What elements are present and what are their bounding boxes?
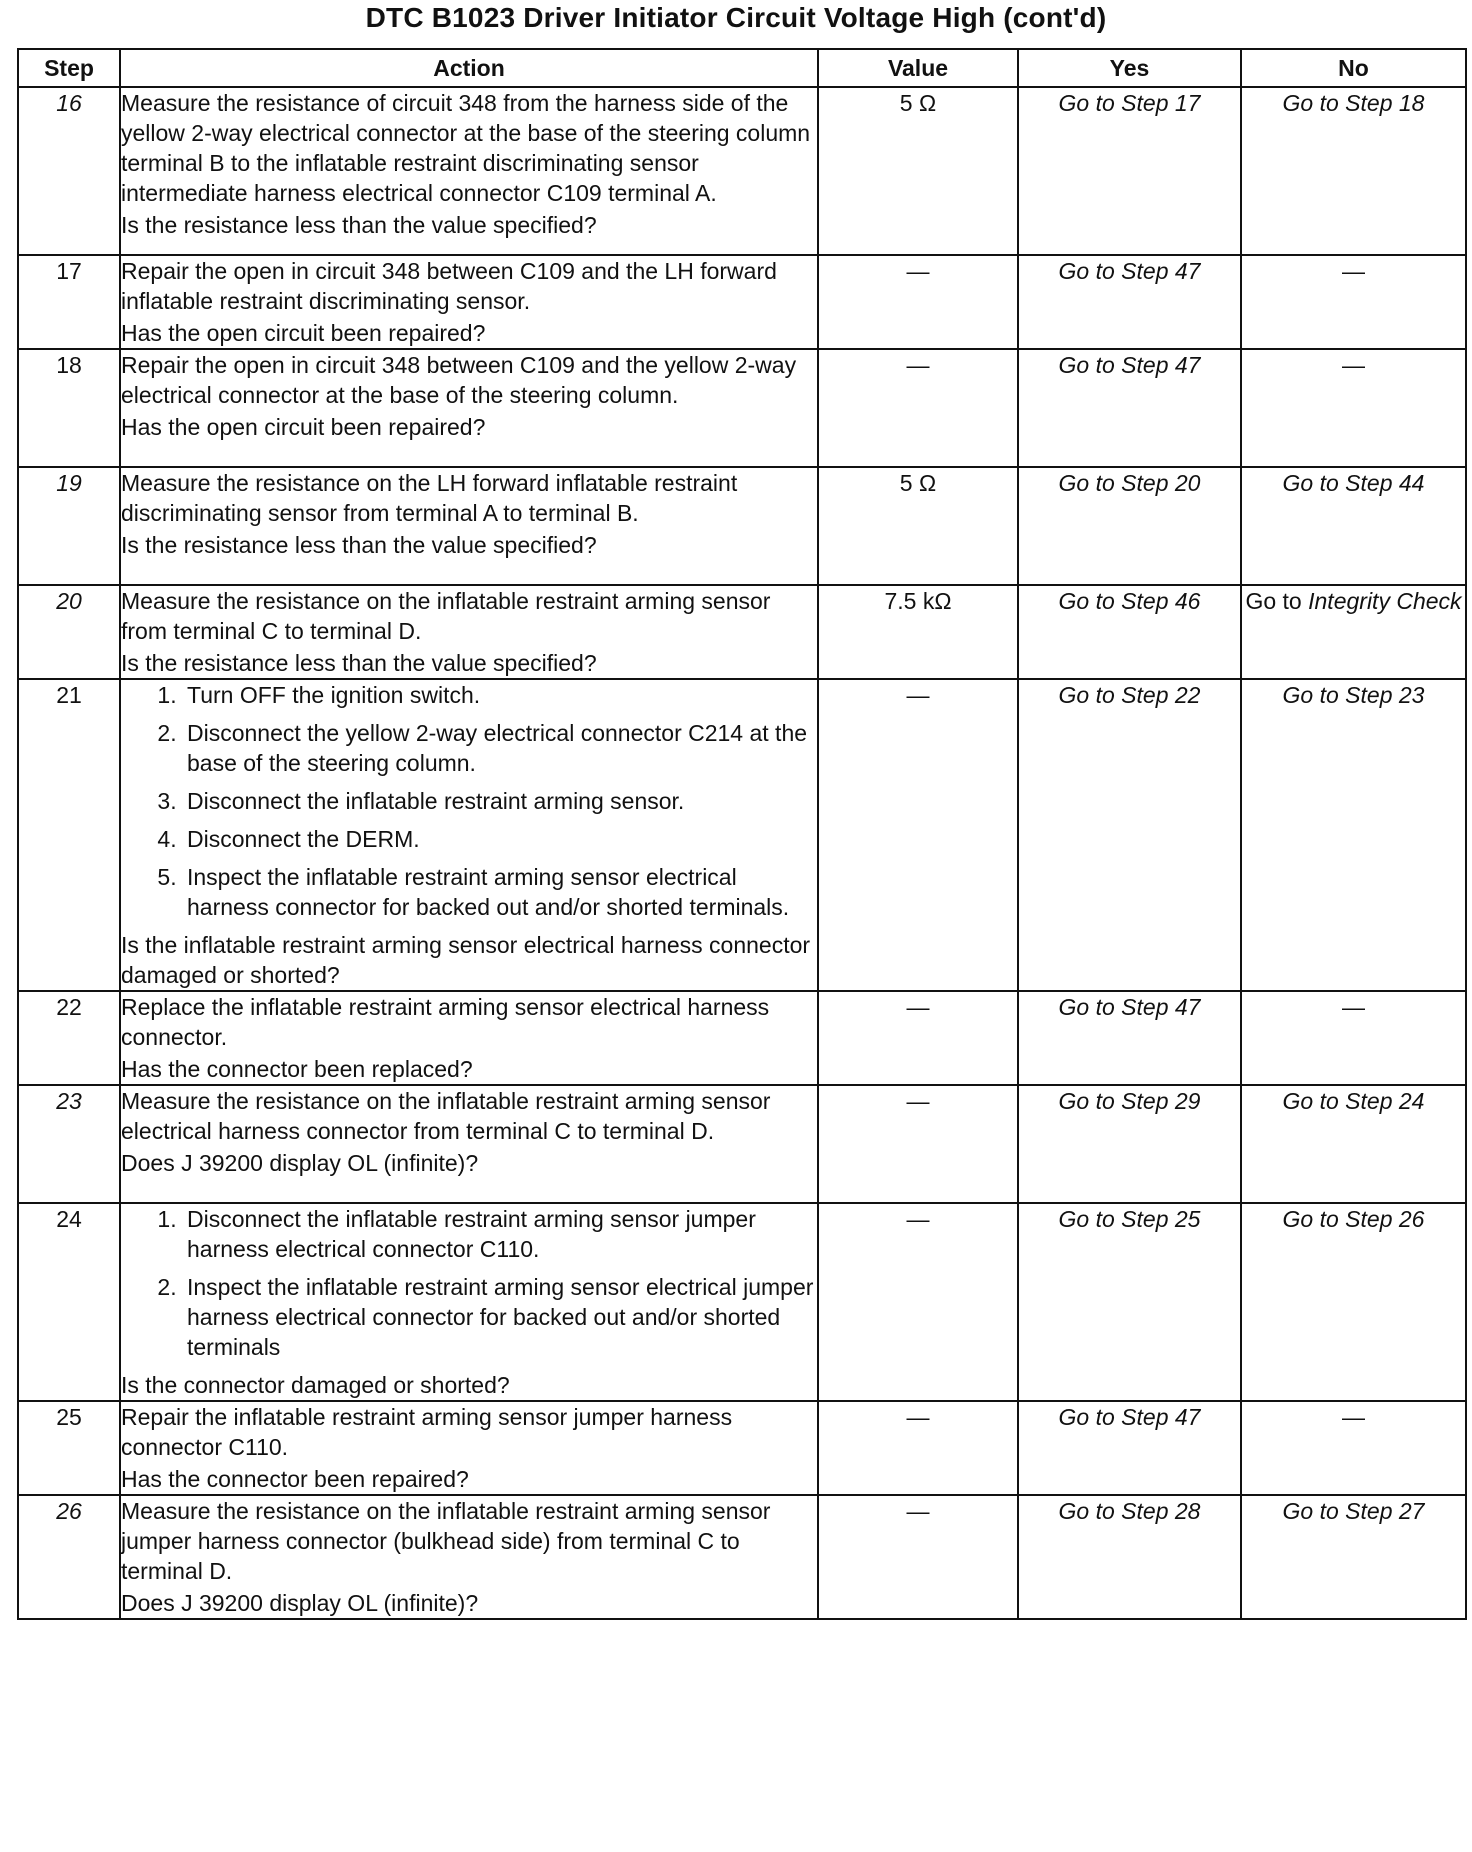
yes-cell: Go to Step 25 xyxy=(1018,1203,1241,1401)
no-cell-prefix: Go to xyxy=(1245,588,1302,614)
list-item: 5. Inspect the inflatable restraint arming sensor electrical harness connector for backed out and/or shorted terminals. xyxy=(183,862,817,922)
action-cell xyxy=(120,1495,818,1619)
action-question: Is the inflatable restraint arming sensor electrical harness connector damaged or shorted? xyxy=(121,932,811,988)
step-number: 23 xyxy=(18,1085,120,1203)
table-row xyxy=(18,349,1466,467)
action-text: Measure the resistance of circuit 348 from the harness side of the yellow 2-way electrical connector at the base of the steering column terminal B to the inflatable restraint discriminating sensor intermediate harness electrical connector C109 terminal A. xyxy=(121,90,811,206)
action-text: Repair the open in circuit 348 between C109 and the LH forward inflatable restraint discriminating sensor. xyxy=(121,258,777,314)
action-cell xyxy=(120,1401,818,1495)
diagnostic-table xyxy=(17,48,1467,1620)
value-cell: — xyxy=(818,255,1018,349)
table-row xyxy=(18,87,1466,255)
header-action: Action xyxy=(120,49,818,87)
action-cell xyxy=(120,679,818,991)
no-cell: — xyxy=(1241,991,1466,1085)
list-item: 3. Disconnect the inflatable restraint arming sensor. xyxy=(183,786,817,816)
list-item: 1. Turn OFF the ignition switch. xyxy=(183,680,817,710)
table-row xyxy=(18,467,1466,585)
action-steps-list xyxy=(121,1204,817,1362)
action-text: Replace the inflatable restraint arming sensor electrical harness connector. xyxy=(121,994,770,1050)
no-cell: — xyxy=(1241,255,1466,349)
value-cell: 5 Ω xyxy=(818,87,1018,255)
no-cell: Go to Step 44 xyxy=(1241,467,1466,585)
table-row xyxy=(18,1401,1466,1495)
step-number: 19 xyxy=(18,467,120,585)
yes-cell: Go to Step 47 xyxy=(1018,1401,1241,1495)
step-number: 26 xyxy=(18,1495,120,1619)
action-question: Is the resistance less than the value specified? xyxy=(121,532,597,558)
action-cell xyxy=(120,467,818,585)
value-cell: — xyxy=(818,349,1018,467)
value-cell: — xyxy=(818,1495,1018,1619)
action-text: Repair the open in circuit 348 between C109 and the yellow 2-way electrical connector at the base of the steering column. xyxy=(121,352,797,408)
step-number: 25 xyxy=(18,1401,120,1495)
list-item: 2. Disconnect the yellow 2-way electrical connector C214 at the base of the steering column. xyxy=(183,718,817,778)
action-cell xyxy=(120,349,818,467)
action-text: Measure the resistance on the inflatable restraint arming sensor electrical harness connector from terminal C to terminal D. xyxy=(121,1088,771,1144)
action-question: Has the connector been replaced? xyxy=(121,1056,473,1082)
no-cell: Go to Step 24 xyxy=(1241,1085,1466,1203)
step-number: 18 xyxy=(18,349,120,467)
value-cell: — xyxy=(818,1085,1018,1203)
action-question: Has the connector been repaired? xyxy=(121,1466,469,1492)
table-row xyxy=(18,1495,1466,1619)
action-cell xyxy=(120,255,818,349)
table-row xyxy=(18,991,1466,1085)
action-question: Does J 39200 display OL (infinite)? xyxy=(121,1590,479,1616)
table-row xyxy=(18,255,1466,349)
action-steps-list xyxy=(121,680,817,922)
action-question: Has the open circuit been repaired? xyxy=(121,320,486,346)
no-cell: — xyxy=(1241,1401,1466,1495)
step-number: 17 xyxy=(18,255,120,349)
list-item: 1. Disconnect the inflatable restraint arming sensor jumper harness electrical connector C110. xyxy=(183,1204,817,1264)
value-cell: — xyxy=(818,1203,1018,1401)
yes-cell: Go to Step 47 xyxy=(1018,349,1241,467)
table-row xyxy=(18,585,1466,679)
no-cell xyxy=(1241,585,1466,679)
value-cell: — xyxy=(818,679,1018,991)
yes-cell: Go to Step 46 xyxy=(1018,585,1241,679)
action-question: Is the connector damaged or shorted? xyxy=(121,1372,510,1398)
list-item: 2. Inspect the inflatable restraint arming sensor electrical jumper harness electrical connector for backed out and/or shorted terminals xyxy=(183,1272,817,1362)
value-cell: 5 Ω xyxy=(818,467,1018,585)
step-number: 21 xyxy=(18,679,120,991)
value-cell: 7.5 kΩ xyxy=(818,585,1018,679)
step-number: 16 xyxy=(18,87,120,255)
list-item: 4. Disconnect the DERM. xyxy=(183,824,817,854)
header-value: Value xyxy=(818,49,1018,87)
action-text: Measure the resistance on the LH forward inflatable restraint discriminating sensor from terminal A to terminal B. xyxy=(121,470,738,526)
action-cell xyxy=(120,1203,818,1401)
action-question: Is the resistance less than the value specified? xyxy=(121,212,597,238)
no-cell: Go to Step 23 xyxy=(1241,679,1466,991)
value-cell: — xyxy=(818,991,1018,1085)
table-row xyxy=(18,1203,1466,1401)
no-cell: — xyxy=(1241,349,1466,467)
action-question: Does J 39200 display OL (infinite)? xyxy=(121,1150,479,1176)
value-cell: — xyxy=(818,1401,1018,1495)
step-number: 22 xyxy=(18,991,120,1085)
yes-cell: Go to Step 29 xyxy=(1018,1085,1241,1203)
page-title: DTC B1023 Driver Initiator Circuit Voltage High (cont'd) xyxy=(365,2,1107,33)
no-cell: Go to Step 18 xyxy=(1241,87,1466,255)
table-row xyxy=(18,679,1466,991)
action-cell xyxy=(120,87,818,255)
step-number: 24 xyxy=(18,1203,120,1401)
yes-cell: Go to Step 47 xyxy=(1018,255,1241,349)
action-question: Is the resistance less than the value specified? xyxy=(121,650,597,676)
step-number: 20 xyxy=(18,585,120,679)
yes-cell: Go to Step 47 xyxy=(1018,991,1241,1085)
yes-cell: Go to Step 17 xyxy=(1018,87,1241,255)
header-no: No xyxy=(1241,49,1466,87)
action-text: Measure the resistance on the inflatable restraint arming sensor from terminal C to terminal D. xyxy=(121,588,771,644)
integrity-check-link: Integrity Check xyxy=(1308,588,1462,614)
action-cell xyxy=(120,1085,818,1203)
yes-cell: Go to Step 20 xyxy=(1018,467,1241,585)
action-cell xyxy=(120,585,818,679)
yes-cell: Go to Step 22 xyxy=(1018,679,1241,991)
action-question: Has the open circuit been repaired? xyxy=(121,414,486,440)
action-text: Repair the inflatable restraint arming sensor jumper harness connector C110. xyxy=(121,1404,733,1460)
no-cell: Go to Step 27 xyxy=(1241,1495,1466,1619)
header-step: Step xyxy=(18,49,120,87)
yes-cell: Go to Step 28 xyxy=(1018,1495,1241,1619)
table-header-row xyxy=(18,49,1466,87)
header-yes: Yes xyxy=(1018,49,1241,87)
action-text: Measure the resistance on the inflatable restraint arming sensor jumper harness connector (bulkhead side) from terminal C to terminal D. xyxy=(121,1498,771,1584)
no-cell: Go to Step 26 xyxy=(1241,1203,1466,1401)
action-cell xyxy=(120,991,818,1085)
table-row xyxy=(18,1085,1466,1203)
